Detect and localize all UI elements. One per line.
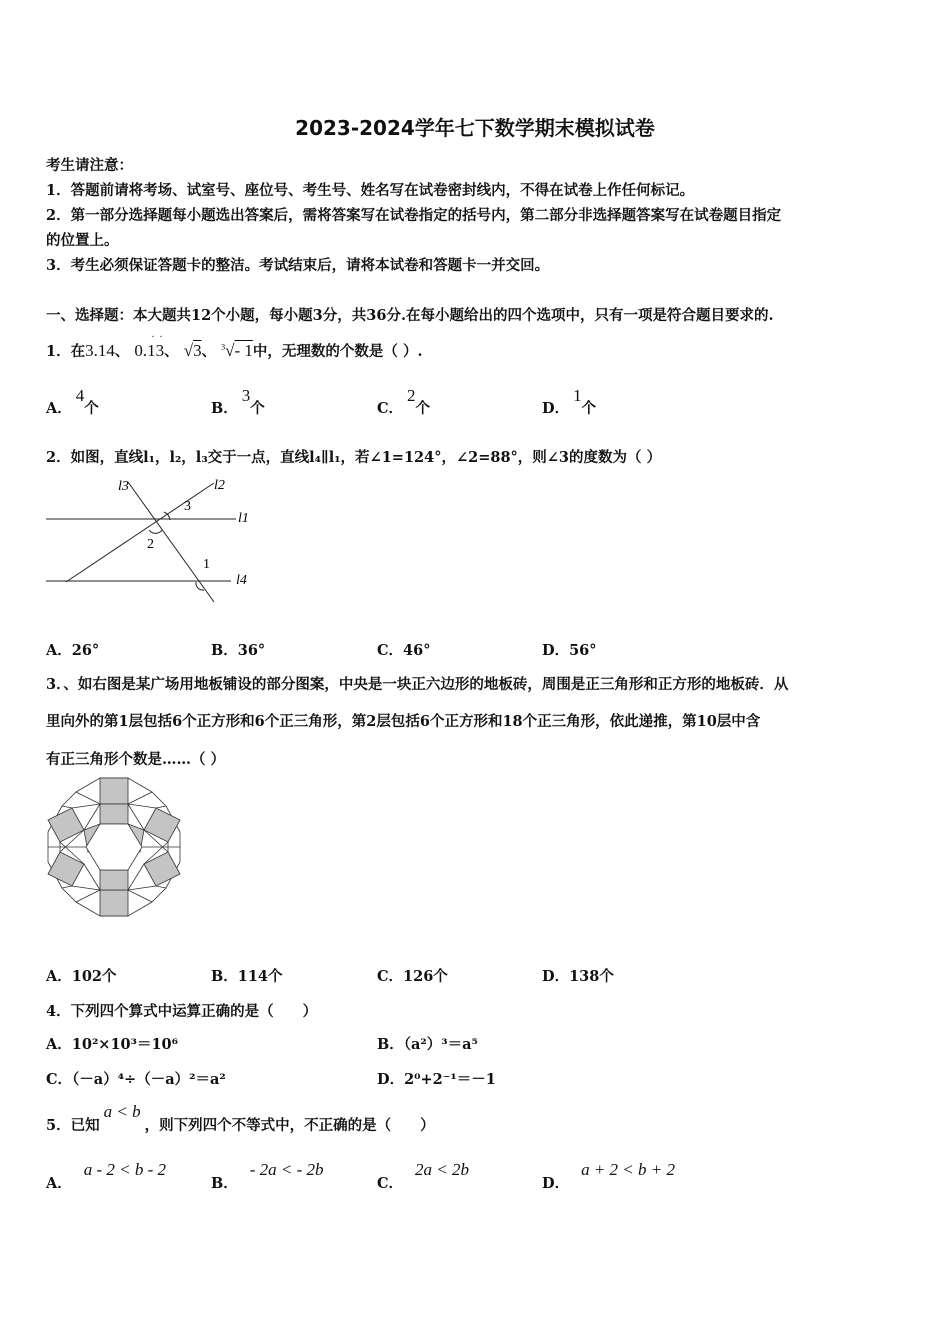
- q1-sqrt-3: √3: [183, 341, 202, 360]
- q1-prefix: 1．在: [46, 343, 86, 360]
- q3-option-d[interactable]: D．138个: [542, 968, 614, 985]
- angle-1-label: 1: [203, 557, 210, 572]
- page-title: 2023-2024学年七下数学期末模拟试卷: [295, 116, 655, 140]
- q3-option-a[interactable]: A．102个: [46, 968, 117, 985]
- q1-sep-1: 、: [114, 343, 130, 360]
- q1-option-a[interactable]: A．4个: [46, 386, 99, 417]
- q1-suffix: 中，无理数的个数是（ ）.: [252, 343, 423, 360]
- label-l2: l2: [214, 478, 225, 493]
- q4-option-c[interactable]: C．（－a）⁴÷（－a）²＝a²: [46, 1071, 226, 1088]
- q4-option-b[interactable]: B．（a²）³＝a⁵: [377, 1036, 478, 1053]
- q5-option-c[interactable]: C．2a < 2b: [377, 1160, 470, 1192]
- q1-number-2: 0.13 · ·: [134, 332, 165, 360]
- notice-item-2: 2．第一部分选择题每小题选出答案后，需将答案写在试卷指定的括号内，第二部分非选择题答案写在试卷题目指定: [46, 207, 782, 224]
- q5-option-b[interactable]: B．- 2a < - 2b: [211, 1160, 324, 1192]
- q5-option-d[interactable]: D．a + 2 < b + 2: [542, 1160, 675, 1192]
- q1-option-d[interactable]: D．1个: [542, 386, 597, 417]
- label-l4: l4: [236, 573, 247, 588]
- label-l1: l1: [238, 511, 249, 526]
- q2-option-d[interactable]: D．56°: [542, 642, 597, 659]
- section-heading: 一、选择题：本大题共12个小题，每小题3分，共36分.在每小题给出的四个选项中，只有一项是符合题目要求的.: [46, 307, 774, 324]
- notice-item-1: 1．答题前请将考场、试室号、座位号、考生号、姓名写在试卷密封线内，不得在试卷上作任何标记。: [46, 182, 695, 199]
- q1-option-c[interactable]: C．2个: [377, 386, 431, 417]
- label-l3: l3: [118, 479, 129, 494]
- q1-cbrt-neg1: $^3$√- 1: [221, 341, 253, 360]
- q5-stem: 5．已知a < b，则下列四个不等式中，不正确的是（ ）: [46, 1102, 435, 1134]
- q2-option-c[interactable]: C．46°: [377, 642, 431, 659]
- notice-item-3: 3．考生必须保证答题卡的整洁。考试结束后，请将本试卷和答题卡一并交回。: [46, 257, 550, 274]
- q1-option-b[interactable]: B．3个: [211, 386, 265, 417]
- q3-option-b[interactable]: B．114个: [211, 968, 283, 985]
- q1-sep-2: 、: [164, 343, 179, 360]
- q2-figure: [44, 470, 264, 610]
- q3-line-1: 3．、如右图是某广场用地板铺设的部分图案，中央是一块正六边形的地板砖，周围是正三角形和正方形的地板砖．从: [46, 676, 789, 693]
- q2-option-b[interactable]: B．36°: [211, 642, 266, 659]
- notice-heading: 考生请注意：: [46, 157, 133, 174]
- angle-2-arc: [149, 530, 162, 533]
- notice-item-2-cont: 的位置上。: [46, 232, 119, 249]
- q2-stem: 2．如图，直线l₁，l₂，l₃交于一点，直线l₄∥l₁，若∠1=124°，∠2=88°，则∠3的度数为（ ）: [46, 449, 662, 466]
- q1-stem: [46, 332, 423, 361]
- q3-tiling-figure: [44, 776, 184, 918]
- q4-stem: 4．下列四个算式中运算正确的是（ ）: [46, 1003, 318, 1020]
- q4-option-a[interactable]: A．10²×10³＝10⁶: [46, 1036, 179, 1053]
- q2-option-a[interactable]: A．26°: [46, 642, 100, 659]
- q3-option-c[interactable]: C．126个: [377, 968, 448, 985]
- q3-line-3: 有正三角形个数是……（ ）: [46, 751, 226, 768]
- q1-sep-3: 、: [201, 343, 217, 360]
- q3-line-2: 里向外的第1层包括6个正方形和6个正三角形，第2层包括6个正方形和18个正三角形，依此递推，第10层中含: [46, 713, 761, 730]
- line-l2: [66, 483, 214, 582]
- line-l3: [128, 482, 214, 602]
- q4-option-d[interactable]: D．2⁰+2⁻¹＝－1: [377, 1071, 496, 1088]
- angle-3-label: 3: [184, 499, 191, 514]
- q1-number-1: 3.14: [85, 341, 115, 360]
- q5-option-a[interactable]: A．a - 2 < b - 2: [46, 1160, 167, 1192]
- q5-condition: a < b: [103, 1102, 141, 1121]
- angle-2-label: 2: [147, 537, 154, 552]
